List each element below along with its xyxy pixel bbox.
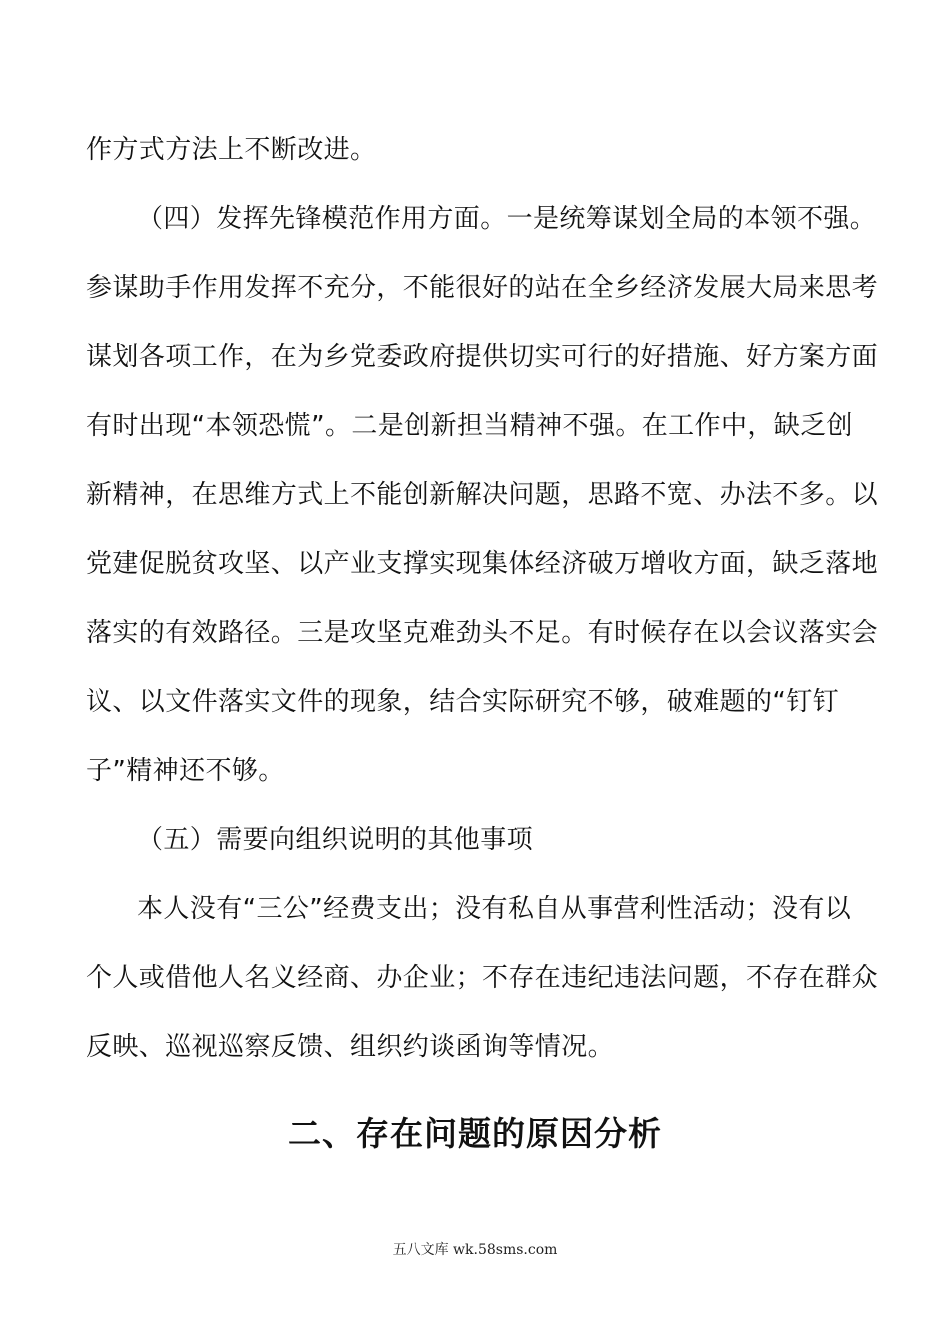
paragraph-line: 反映、巡视巡察反馈、组织约谈函询等情况。: [86, 1032, 615, 1062]
paragraph-line: 落实的有效路径。三是攻坚克难劲头不足。有时候存在以会议落实会: [86, 618, 879, 648]
paragraph-line: 有时出现“本领恐慌”。二是创新担当精神不强。在工作中，缺乏创: [86, 411, 853, 441]
paragraph-line: 党建促脱贫攻坚、以产业支撑实现集体经济破万增收方面，缺乏落地: [86, 549, 879, 579]
paragraph-line: 议、以文件落实文件的现象，结合实际研究不够，破难题的“钉钉: [86, 687, 840, 717]
paragraph-line: 参谋助手作用发挥不充分，不能很好的站在全乡经济发展大局来思考: [86, 273, 879, 303]
paragraph-line: 本人没有“三公”经费支出；没有私自从事营利性活动；没有以: [137, 894, 852, 924]
paragraph-line: 个人或借他人名义经商、办企业；不存在违纪违法问题，不存在群众: [86, 963, 879, 993]
paragraph-line: 子”精神还不够。: [86, 756, 285, 786]
paragraph-line: 作方式方法上不断改进。: [86, 135, 377, 165]
subsection-heading: （五）需要向组织说明的其他事项: [137, 825, 534, 855]
page-footer: 五八文库 wk.58sms.com: [392, 1242, 558, 1258]
section-heading: 二、存在问题的原因分析: [288, 1114, 662, 1153]
paragraph-line: （四）发挥先锋模范作用方面。一是统筹谋划全局的本领不强。: [137, 204, 877, 234]
paragraph-line: 谋划各项工作，在为乡党委政府提供切实可行的好措施、好方案方面: [86, 342, 879, 372]
paragraph-line: 新精神，在思维方式上不能创新解决问题，思路不宽、办法不多。以: [86, 480, 879, 510]
